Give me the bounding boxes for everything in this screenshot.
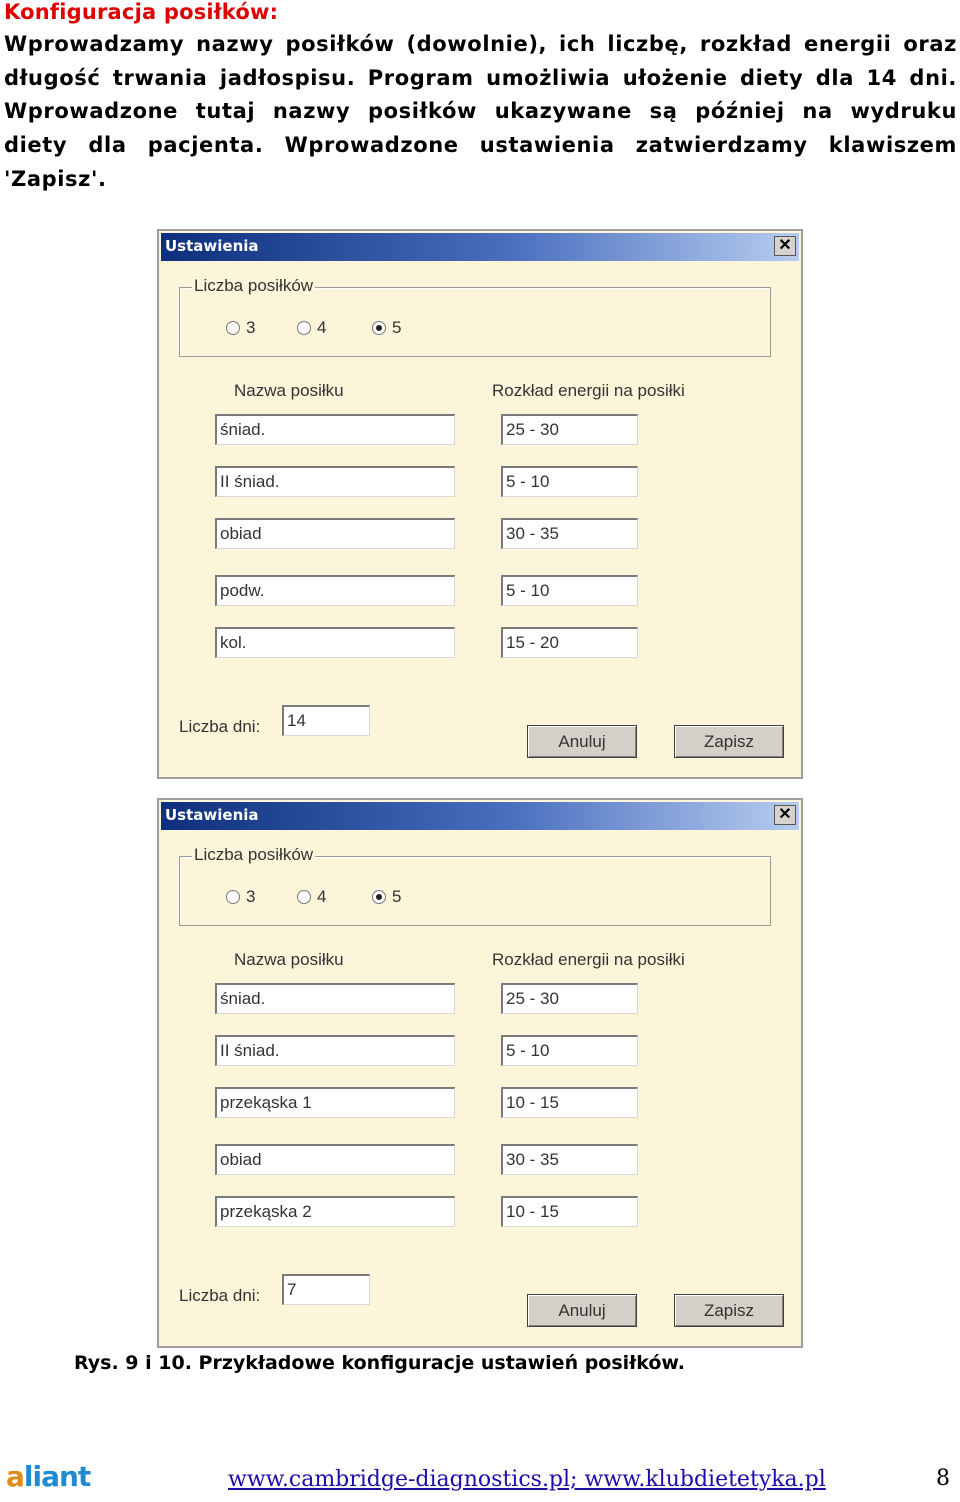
meal-name-header: Nazwa posiłku	[234, 381, 344, 400]
intro-paragraph: Wprowadzamy nazwy posiłków (dowolnie), ich liczbę, rozkład energii oraz długość trwania jadłospisu. Program umożliwia ułożenie diety dla 14 dni. Wprowadzone tutaj nazwy posiłków ukazywane są później na wydruku diety dla pacjenta. Wprowadzone ustawienia zatwierdzamy klawiszem 'Zapisz'.	[4, 32, 957, 191]
meal-name-header: Nazwa posiłku	[234, 950, 344, 969]
save-button[interactable]: Zapisz	[674, 725, 784, 758]
energy-input-3[interactable]: 30 - 35	[501, 518, 638, 549]
radio-3-dot	[226, 890, 240, 904]
energy-input-1[interactable]: 25 - 30	[501, 414, 638, 445]
energy-input-2[interactable]: 5 - 10	[501, 1035, 638, 1066]
radio-3-label: 3	[246, 887, 256, 906]
close-button[interactable]: ✕	[774, 236, 796, 256]
radio-4-dot	[297, 890, 311, 904]
meal-name-input-2[interactable]: II śniad.	[215, 1035, 455, 1066]
title-bar	[161, 802, 799, 830]
meal-count-group	[179, 845, 771, 926]
energy-input-5[interactable]: 10 - 15	[501, 1196, 638, 1227]
meal-name-input-5[interactable]: kol.	[215, 627, 455, 658]
title-bar	[161, 233, 799, 261]
logo-part-2: liant	[23, 1460, 91, 1493]
settings-dialog-1	[157, 229, 803, 779]
figure-caption: Rys. 9 i 10. Przykładowe konfiguracje ustawień posiłków.	[74, 1352, 685, 1374]
meal-name-input-1[interactable]: śniad.	[215, 983, 455, 1014]
group-label: Liczba posiłków	[194, 845, 314, 864]
section-heading: Konfiguracja posiłków:	[4, 0, 279, 24]
meal-count-group	[179, 276, 771, 357]
page-number: 8	[936, 1466, 950, 1491]
days-input[interactable]: 14	[282, 705, 370, 736]
meal-name-input-5[interactable]: przekąska 2	[215, 1196, 455, 1227]
aliant-logo	[6, 1460, 90, 1493]
footer-links[interactable]: www.cambridge-diagnostics.pl; www.klubdietetyka.pl	[228, 1467, 826, 1492]
dialog-title: Ustawienia	[165, 806, 259, 824]
cancel-button[interactable]: Anuluj	[527, 1294, 637, 1327]
radio-4[interactable]	[297, 887, 326, 907]
energy-header: Rozkład energii na posiłki	[492, 950, 685, 969]
radio-4-dot	[297, 321, 311, 335]
close-button[interactable]: ✕	[774, 805, 796, 825]
meal-name-input-1[interactable]: śniad.	[215, 414, 455, 445]
energy-input-1[interactable]: 25 - 30	[501, 983, 638, 1014]
radio-4[interactable]	[297, 318, 326, 338]
meal-name-input-4[interactable]: obiad	[215, 1144, 455, 1175]
meal-name-input-4[interactable]: podw.	[215, 575, 455, 606]
logo-part-1: a	[6, 1460, 24, 1493]
radio-5-dot	[372, 321, 386, 335]
energy-input-4[interactable]: 5 - 10	[501, 575, 638, 606]
meal-name-input-3[interactable]: przekąska 1	[215, 1087, 455, 1118]
dialog-title: Ustawienia	[165, 237, 259, 255]
radio-4-label: 4	[317, 318, 327, 337]
save-button[interactable]: Zapisz	[674, 1294, 784, 1327]
radio-5-label: 5	[392, 318, 402, 337]
cancel-button[interactable]: Anuluj	[527, 725, 637, 758]
days-input[interactable]: 7	[282, 1274, 370, 1305]
radio-3[interactable]	[226, 887, 255, 907]
meal-name-input-2[interactable]: II śniad.	[215, 466, 455, 497]
radio-3-dot	[226, 321, 240, 335]
radio-5-label: 5	[392, 887, 402, 906]
energy-input-2[interactable]: 5 - 10	[501, 466, 638, 497]
energy-input-3[interactable]: 10 - 15	[501, 1087, 638, 1118]
radio-5-dot	[372, 890, 386, 904]
settings-dialog-2	[157, 798, 803, 1348]
energy-input-4[interactable]: 30 - 35	[501, 1144, 638, 1175]
radio-4-label: 4	[317, 887, 327, 906]
days-label: Liczba dni:	[179, 1286, 261, 1305]
radio-3-label: 3	[246, 318, 256, 337]
radio-5[interactable]	[372, 318, 401, 338]
meal-name-input-3[interactable]: obiad	[215, 518, 455, 549]
energy-header: Rozkład energii na posiłki	[492, 381, 685, 400]
days-label: Liczba dni:	[179, 717, 261, 736]
radio-5[interactable]	[372, 887, 401, 907]
radio-3[interactable]	[226, 318, 255, 338]
energy-input-5[interactable]: 15 - 20	[501, 627, 638, 658]
group-label: Liczba posiłków	[194, 276, 314, 295]
